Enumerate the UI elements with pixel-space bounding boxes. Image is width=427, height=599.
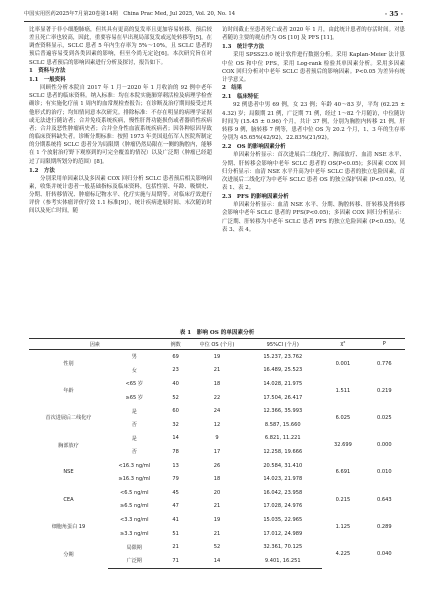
count-cell: 69 [172,353,179,360]
subgroup-cell: 女 [131,367,137,374]
paragraph: 采用 SPSS23.0 统计软件进行数据分析。采用 Kaplan-Meier 法计算中位 OS 和中位 PFS，采用 Log-rank 检验其单因素分析。采用多因素 COX 回归分析对中老年 SCLC 患者预后的影响因素。P<0.05 为差异有统计学意义。 [222,52,405,83]
count-cell: 52 [172,394,179,401]
p-value-cell: 0.000 [377,442,392,449]
paragraph: 单因素分析显示：血清 NSE 水平、分期、胸腔转移、肝转移及肾转移会影响中老年 SCLC 患者的 PFS(P<0.05)；多因素 COX 回归分析显示：广泛期、肝转移为中老年 SCLC 患者 PFS 的独立危险因素 (P<0.05)。见表 3、表 4。 [222,202,405,233]
page-header [24,9,403,20]
table-row [29,377,405,391]
subgroup-cell: <6.5 ng/ml [119,489,149,496]
table-row [29,350,405,364]
ci-cell: 12.258, 19.666 [263,448,303,455]
factor-cell: 年龄 [63,388,74,395]
col-header-factor: 因素 [29,339,161,350]
median-os-cell: 19 [213,516,221,523]
median-os-cell: 22 [213,394,221,401]
p-value-cell: 0.643 [377,496,392,503]
median-os-cell: 14 [191,554,244,568]
paragraph: 比率显著于非小细胞肺癌，但其具有更高的复发率且更加容易转移，预后较差且死亡率也较高，因此，重要容易在早出现局部复发或远处转移等[5]，在调查资料显示，SCLC 患者 5 年内生存率为 5%～10%，且 SCLC 患者的预后普遍容易受到各类因素的影响，但至今尚无定论[6]。本次研究旨在对 SCLC 患者预后的影响因素进行分析及探讨，报告如下。 [29,27,212,66]
ci-cell: 16.489, 25.523 [263,367,303,374]
chi-square-cell: 4.225 [335,551,351,558]
factor-cell: 性别 [63,361,74,368]
ci-cell: 20.584, 31.410 [263,462,303,469]
count-cell: 79 [172,476,179,483]
median-os-cell: 21 [213,503,221,510]
section-heading: 1.3 统计学方法 [222,44,265,51]
section-heading: 1 资料与方法 [29,67,66,74]
col-header-chi: χ² [322,339,363,350]
ci-cell: 17.504, 26.417 [263,394,303,401]
section-heading: 2 结果 [222,85,243,92]
subgroup-cell: 是 [131,408,137,415]
median-os-cell: 24 [213,408,221,415]
median-os-cell: 19 [213,353,221,360]
count-cell: 60 [172,408,179,415]
chi-square-cell: 1.511 [335,387,351,394]
ci-cell: 15.035, 22.965 [263,516,303,523]
section-heading: 2.1 临床特征 [222,94,259,101]
median-os-cell: 21 [213,367,221,374]
count-cell: 51 [172,530,179,537]
ci-cell: 32.361, 70.125 [263,544,303,551]
paragraph: 单因素分析显示：首次进展后二线化疗、胸部放疗、血清 NSE 水平、分期、肝转移会影响中老年 SCLC 患者的 OS(P<0.05)；多因素 COX 回归分析显示：血清 NSE 水平升高为中老年 SCLC 患者的独立危险因素，首次进展后二线化疗为中老年 SCLC 患者 OS 的独立保护因素 (P<0.05)。见表 1、表 2。 [222,152,405,191]
median-os-cell: 12 [213,421,221,428]
p-value-cell: 0.040 [377,551,392,558]
table-row [29,432,405,446]
factor-cell: 分期 [63,551,74,558]
table-title: 表 1 影响 OS 的单因素分析 [179,330,255,336]
ci-cell: 8.587, 15.660 [264,421,301,428]
col-header-p: P [364,339,405,350]
section-heading: 1.2 方法 [29,167,55,174]
table-row [29,404,405,418]
count-cell: 32 [172,421,179,428]
count-cell: 23 [172,367,179,374]
p-value-cell: 0.289 [377,523,392,530]
count-cell: 21 [172,544,179,551]
ci-cell: 15.237, 23.762 [263,353,303,360]
chi-square-cell: 6.025 [335,414,351,421]
table-1 [29,329,405,569]
chi-square-cell: 0.215 [335,496,351,503]
count-cell: 40 [172,380,179,387]
median-os-cell: 18 [213,476,221,483]
subgroup-cell: 是 [131,435,137,442]
chi-square-cell: 0.001 [335,360,351,367]
paragraph: 访时间截止至患者死亡或者 2020 年 1 月，由此统计患者的存活时间。对患者随访主要的观点作为 OS [10] 及 PFS [11]。 [222,27,405,42]
median-os-cell: 17 [213,448,221,455]
count-cell: 45 [172,489,179,496]
page-number: · 35 · [384,10,403,18]
ci-cell: 16.042, 23.958 [263,489,303,496]
count-cell: 41 [172,516,179,523]
section-heading: 1.1 一般资料 [29,76,66,83]
factor-cell: 首次进展后二线化疗 [45,415,92,422]
journal-header: 中国实用医药2025年7月第20卷第14期 China Prac Med, Jul 2025, Vol. 20, No. 14 [24,11,236,17]
factor-cell: CEA [63,496,74,503]
count-cell: 13 [172,462,179,469]
median-os-cell: 21 [213,530,221,537]
factor-cell: 胸部放疗 [58,442,79,449]
median-os-cell: 20 [213,489,221,496]
ci-cell: 6.821, 11.221 [264,435,301,442]
p-value-cell: 0.010 [377,469,392,476]
ci-cell: 12.366, 35.993 [263,408,303,415]
median-os-cell: 18 [213,380,221,387]
table-row [29,459,405,473]
col-header-ci: 95%CI (个月) [243,339,322,350]
subgroup-cell: 广泛期 [108,554,161,568]
median-os-cell: 26 [213,462,221,469]
p-value-cell: 0.025 [377,414,392,421]
subgroup-cell: ≥6.5 ng/ml [119,503,149,510]
paragraph: 回顾性分析本院自 2017 年 1 月－2020 年 1 月收治的 92 例中老年 SCLC 患者的临床资料。纳入标准：均在本院实施肺穿刺活检及病理学检查确诊；有实施化疗前 1 周内的血常规检查报告；在诊断及治疗期间接受过其他形式的治疗；均知情同意本次研究。排除标准：不存在明显的病理学证据或无法进行随访者；合并免疫系统疾病，慢性肝肾功能损伤或者器质性疾病者；合并及恶性肿瘤病史者；合并全身性血液系统疾病者；因各种原因导致的临床资料缺失者。诊断分期标准：按照 1973 年美国退伍军人医院所制定的分期系统将 SCLC 患者分为局限期（肿瘤仍然局限在一侧的胸腔内，能够在 1 个放射治疗野下观察到的可完全覆盖的情况）以及广泛期（肿瘤已经超过了局限期所划分的范围）[8]。 [29,85,212,165]
chi-square-cell: 1.125 [335,523,351,530]
subgroup-cell: 否 [131,449,137,456]
subgroup-cell: <3.3 ng/ml [119,516,149,523]
col-header-median: 中位 OS (个月) [191,339,244,350]
table-row [29,513,405,527]
right-column [222,26,405,234]
count-cell: 71 [161,554,191,568]
table-header-row [29,339,405,350]
ci-cell: 14.023, 21.978 [263,476,303,483]
factor-cell: 细胞角蛋白 19 [51,524,86,531]
data-table [29,338,405,569]
subgroup-cell: 男 [131,354,137,361]
subgroup-cell: 局限期 [126,544,142,551]
median-os-cell: 9 [215,435,219,442]
subgroup-cell: ≥3.3 ng/ml [119,530,149,537]
chi-square-cell: 6.691 [335,469,351,476]
paragraph: 分别采用单因素以及多因素 COX 回归分析 SCLC 患者预后相关影响因素，收集并统计患者一般基础指标及临床资料，包括性别、年龄、吸烟史、分期、肝转移情况、肿瘤标记物水平、化疗实施与局期等。对临床疗效进行评价（参考实体瘤评价疗效 1.1 标准[9]），统计疾病进展时间、末次随访时间以及死亡时间，随 [29,175,212,215]
ci-cell: 17.012, 24.989 [263,530,303,537]
factor-cell: NSE [63,469,74,476]
col-header-n: 例数 [161,339,191,350]
ci-cell: 17.028, 24.976 [263,503,303,510]
paragraph: 92 例患者中男 69 例，女 23 例；年龄 40～83 岁，平均 (62.25 ± 4.32) 岁；局限期 21 例，广泛期 71 例，经过 1～82 个月随访，中位随访时间为 (15.45 ± 0.96) 个月，共计 37 例，分别为胸腔内转移 21 例，肝转移 9 例，脑转移 7 例等，患者中位 OS 为 20.2 个月，1、3 年的生存率分别为 45.65%(42/92)、22.83%(21/92)。 [222,102,405,142]
p-value-cell: 0.219 [377,387,392,394]
count-cell: 47 [172,503,179,510]
subgroup-cell: ≥16.3 ng/ml [118,476,151,483]
median-os-cell: 52 [213,544,221,551]
subgroup-cell: 否 [131,422,137,429]
chi-square-cell: 32.699 [334,442,352,449]
p-value-cell: 0.776 [377,360,392,367]
section-heading: 2.2 OS 的影响因素分析 [222,144,286,151]
subgroup-cell: <65 岁 [125,381,143,388]
count-cell: 78 [172,448,179,455]
header-rule [24,21,403,22]
subgroup-cell: <16.3 ng/ml [118,462,151,469]
left-column [29,26,212,216]
section-heading: 2.3 PFS 的影响因素分析 [222,194,289,201]
ci-cell: 9.401, 16.251 [243,554,322,568]
ci-cell: 14.028, 21.975 [263,380,303,387]
subgroup-cell: ≥65 岁 [125,395,143,402]
count-cell: 14 [172,435,179,442]
table-row [29,540,405,554]
table-row [29,486,405,500]
